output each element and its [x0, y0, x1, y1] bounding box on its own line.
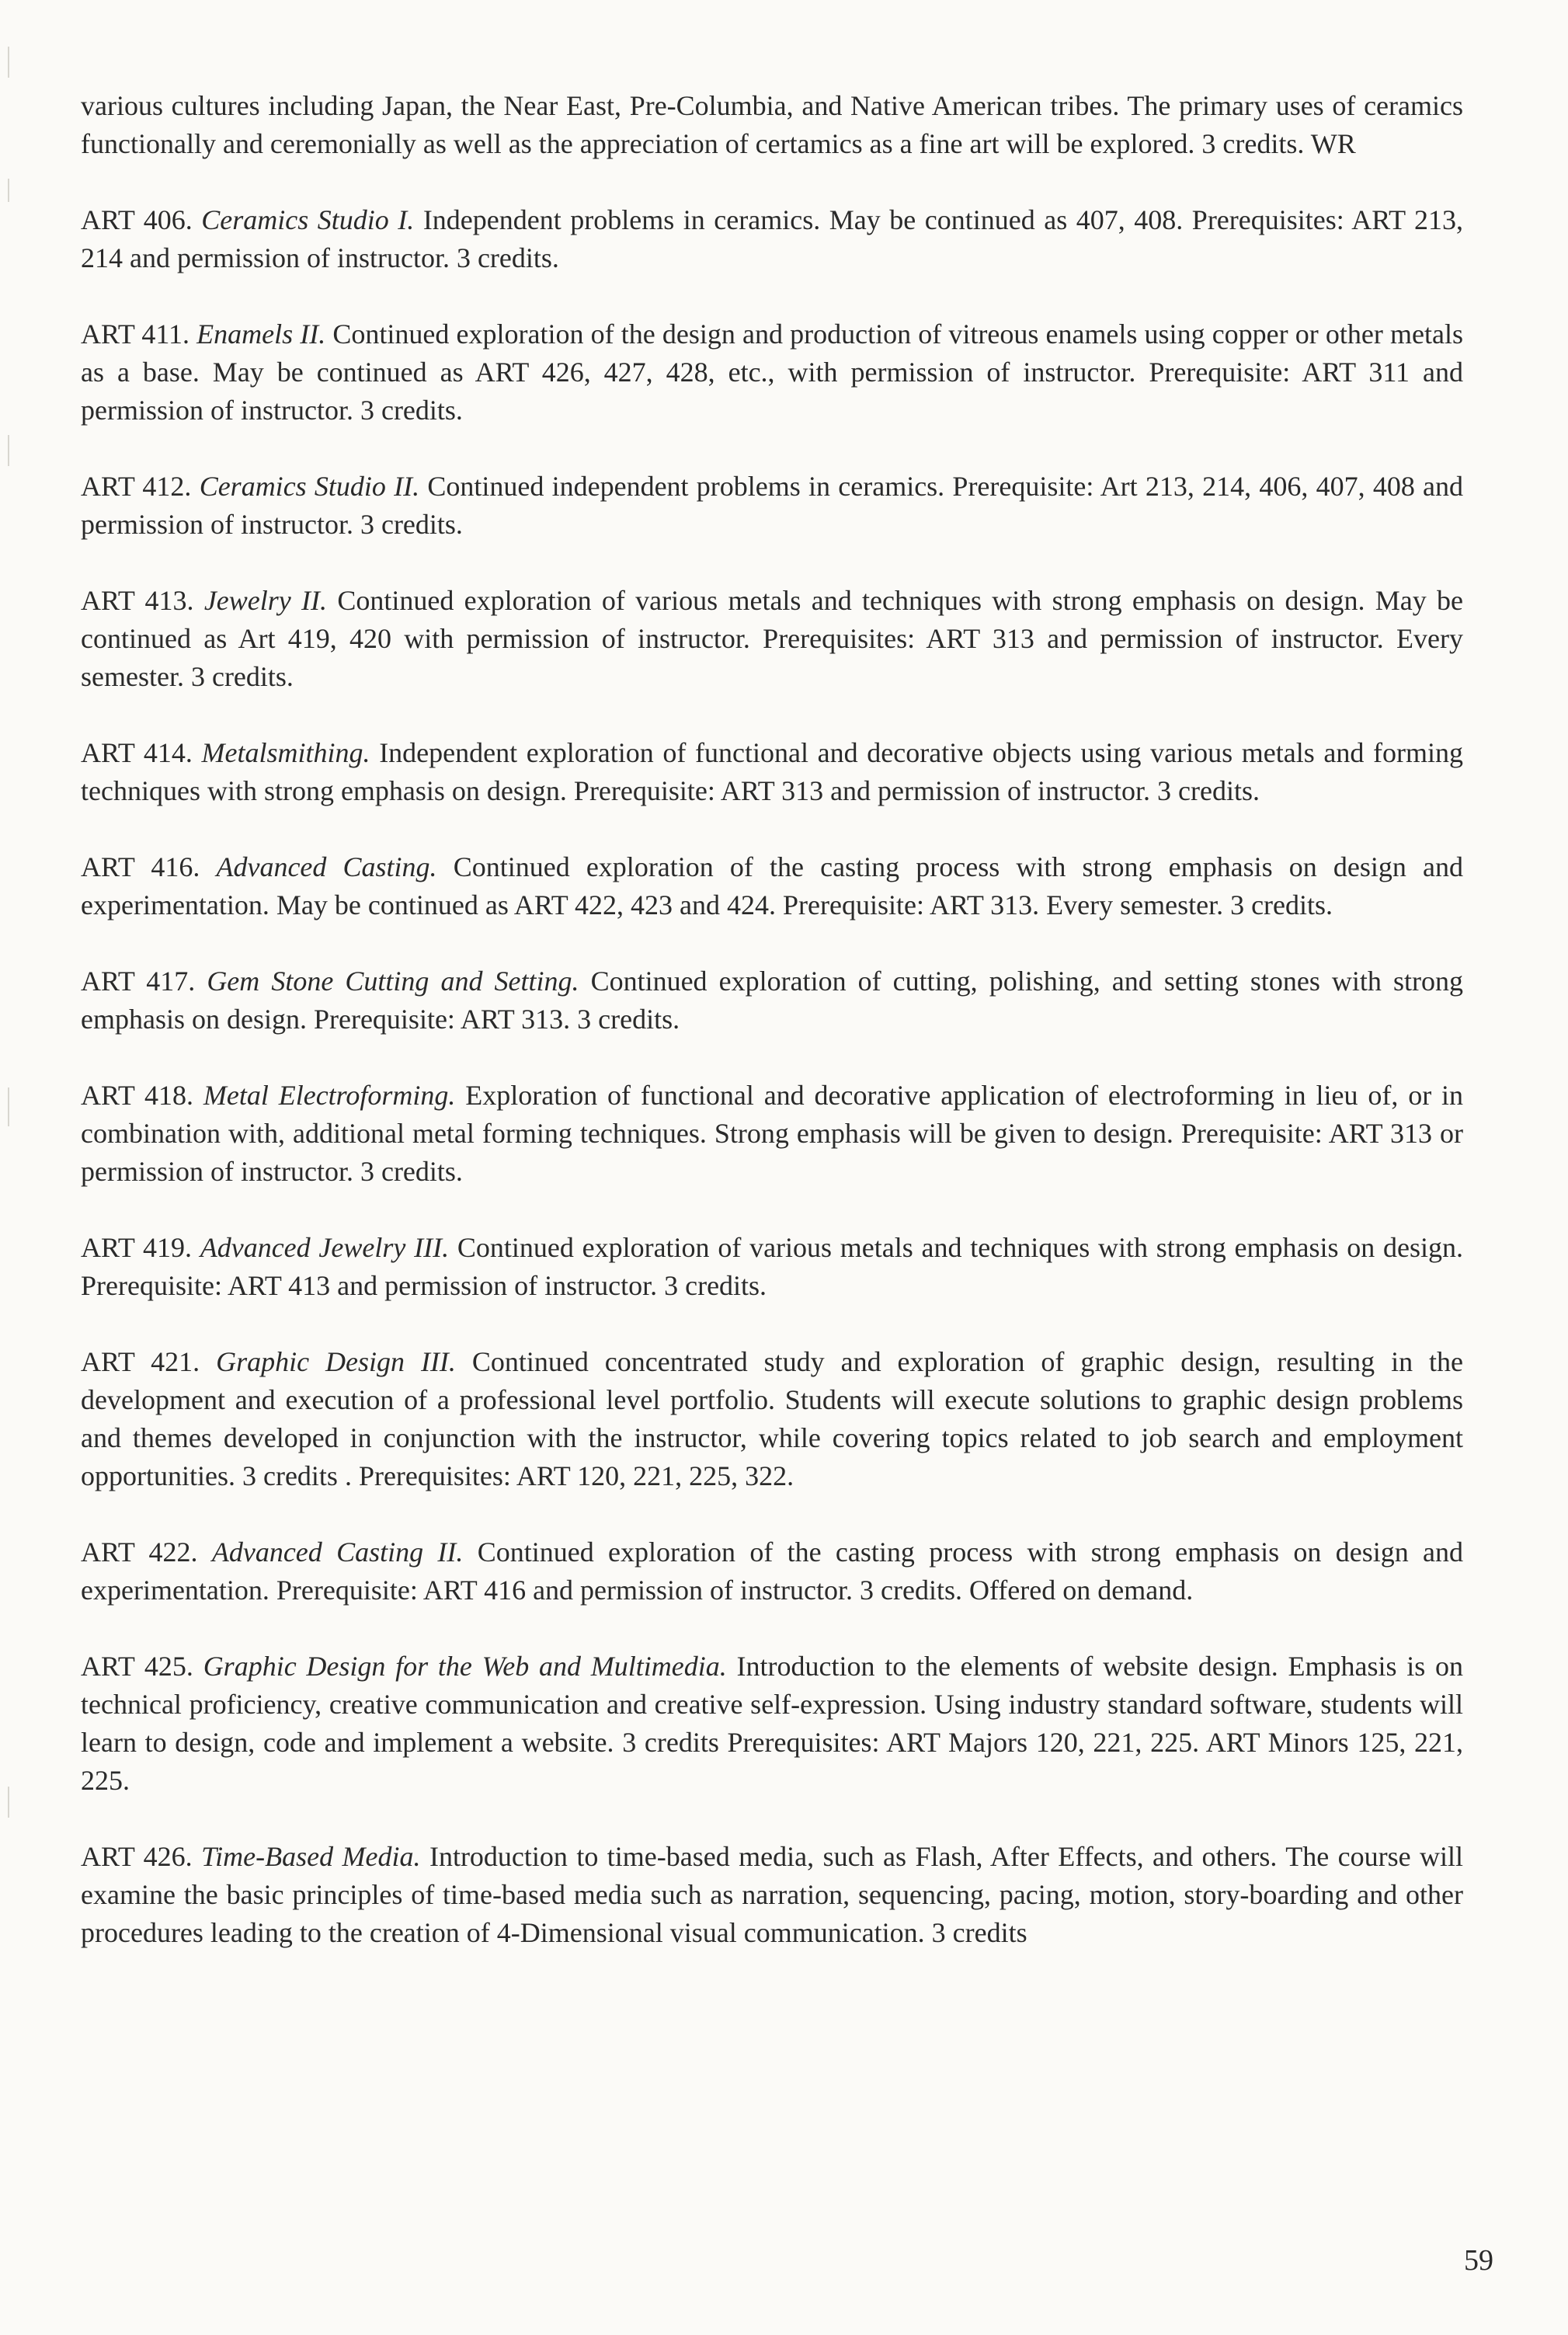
course-code: ART 425.	[81, 1651, 193, 1682]
course-description: Continued exploration of the casting process with strong emphasis on design and experimentation. May be continued as ART 422, 423 and 424. Prerequisite: ART 313. Every semester. 3 credits.	[81, 851, 1464, 920]
course-title: Gem Stone Cutting and Setting.	[207, 966, 579, 997]
course-title: Time-Based Media.	[201, 1841, 421, 1872]
course-entry	[81, 1229, 1463, 1305]
course-entry	[81, 1533, 1463, 1609]
course-code: ART 417.	[81, 966, 196, 997]
course-code: ART 416.	[81, 851, 200, 882]
course-title: Enamels II.	[196, 318, 326, 350]
course-entry	[81, 1838, 1463, 1952]
course-description: Introduction to the elements of website design. Emphasis is on technical proficiency, creative communication and creative self-expression. Using industry standard software, students will learn to design, code and implement a website. 3 credits Prerequisites: ART Majors 120, 221, 225. ART Minors 125, 221, 225.	[81, 1651, 1464, 1796]
course-description: Independent exploration of functional and decorative objects using various metals and forming techniques with strong emphasis on design. Prerequisite: ART 313 and permission of instructor. 3 credits.	[81, 737, 1464, 806]
course-description: Continued exploration of the design and production of vitreous enamels using copper or other metals as a base. May be continued as ART 426, 427, 428, etc., with permission of instructor. Prerequisite: ART 311 and permission of instructor. 3 credits.	[81, 318, 1463, 426]
course-entry	[81, 962, 1463, 1039]
course-code: ART 422.	[81, 1536, 198, 1568]
course-code: ART 421.	[81, 1346, 200, 1377]
binding-mark	[8, 435, 9, 466]
course-title: Advanced Jewelry III.	[200, 1232, 450, 1263]
course-description: Continued independent problems in ceramics. Prerequisite: Art 213, 214, 406, 407, 408 and permission of instructor. 3 credits.	[81, 471, 1464, 540]
course-entry	[81, 1343, 1463, 1495]
course-entry	[81, 582, 1463, 696]
course-code: ART 412.	[81, 471, 192, 502]
course-code: ART 419.	[81, 1232, 192, 1263]
binding-mark	[8, 47, 9, 78]
course-title: Ceramics Studio II.	[199, 471, 420, 502]
course-entry	[81, 1648, 1463, 1800]
course-title: Advanced Casting.	[216, 851, 437, 882]
course-entry	[81, 848, 1463, 924]
course-description: Continued exploration of various metals and techniques with strong emphasis on design. May be continued as Art 419, 420 with permission of instructor. Prerequisites: ART 313 and permission of instructor. Every semester. 3 credits.	[81, 585, 1464, 692]
course-title: Graphic Design for the Web and Multimedia.	[203, 1651, 727, 1682]
course-description: Continued concentrated study and exploration of graphic design, resulting in the development and execution of a professional level portfolio. Students will execute solutions to graphic design problems and themes developed in conjunction with the instructor, while covering topics related to job search and employment opportunities. 3 credits . Prerequisites: ART 120, 221, 225, 322.	[81, 1346, 1464, 1491]
course-entry	[81, 315, 1463, 430]
course-code: ART 413.	[81, 585, 194, 616]
course-code: ART 406.	[81, 204, 193, 235]
binding-mark	[8, 179, 9, 202]
course-title: Metalsmithing.	[201, 737, 370, 768]
course-listing	[81, 87, 1463, 1990]
course-code: ART 418.	[81, 1080, 194, 1111]
course-title: Jewelry II.	[203, 585, 328, 616]
course-entry	[81, 201, 1463, 277]
course-description: Continued exploration of the casting process with strong emphasis on design and experimentation. Prerequisite: ART 416 and permission of instructor. 3 credits. Offered on demand.	[81, 1536, 1464, 1606]
course-description: Continued exploration of various metals and techniques with strong emphasis on design. Prerequisite: ART 413 and permission of instructor. 3 credits.	[81, 1232, 1464, 1301]
course-code: ART 426.	[81, 1841, 193, 1872]
course-description: Independent problems in ceramics. May be continued as 407, 408. Prerequisites: ART 213, 214 and permission of instructor. 3 credits.	[81, 204, 1464, 273]
course-description: Introduction to time-based media, such as Flash, After Effects, and others. The course will examine the basic principles of time-based media such as narration, sequencing, pacing, motion, story-boarding and other procedures leading to the creation of 4-Dimensional visual communication. 3 credits	[81, 1841, 1464, 1948]
course-entry	[81, 1077, 1463, 1191]
course-code: ART 414.	[81, 737, 193, 768]
course-code: ART 411.	[81, 318, 189, 350]
intro-paragraph: various cultures including Japan, the Near East, Pre-Columbia, and Native American tribes. The primary uses of ceramics functionally and ceremonially as well as the appreciation of certamics as a fine art will be explored. 3 credits. WR	[81, 90, 1463, 159]
course-title: Metal Electroforming.	[203, 1080, 456, 1111]
course-description: Continued exploration of cutting, polishing, and setting stones with strong emphasis on design. Prerequisite: ART 313. 3 credits.	[81, 966, 1463, 1035]
binding-mark	[8, 1787, 9, 1818]
page-number: 59	[1464, 2244, 1493, 2277]
course-entry	[81, 734, 1463, 810]
course-title: Graphic Design III.	[216, 1346, 456, 1377]
binding-mark	[8, 1087, 9, 1126]
course-description: Exploration of functional and decorative application of electroforming in lieu of, or in combination with, additional metal forming techniques. Strong emphasis will be given to design. Prerequisite: ART 313 or permission of instructor. 3 credits.	[81, 1080, 1464, 1187]
course-entry	[81, 468, 1463, 544]
course-title: Ceramics Studio I.	[201, 204, 415, 235]
course-title: Advanced Casting II.	[211, 1536, 464, 1568]
